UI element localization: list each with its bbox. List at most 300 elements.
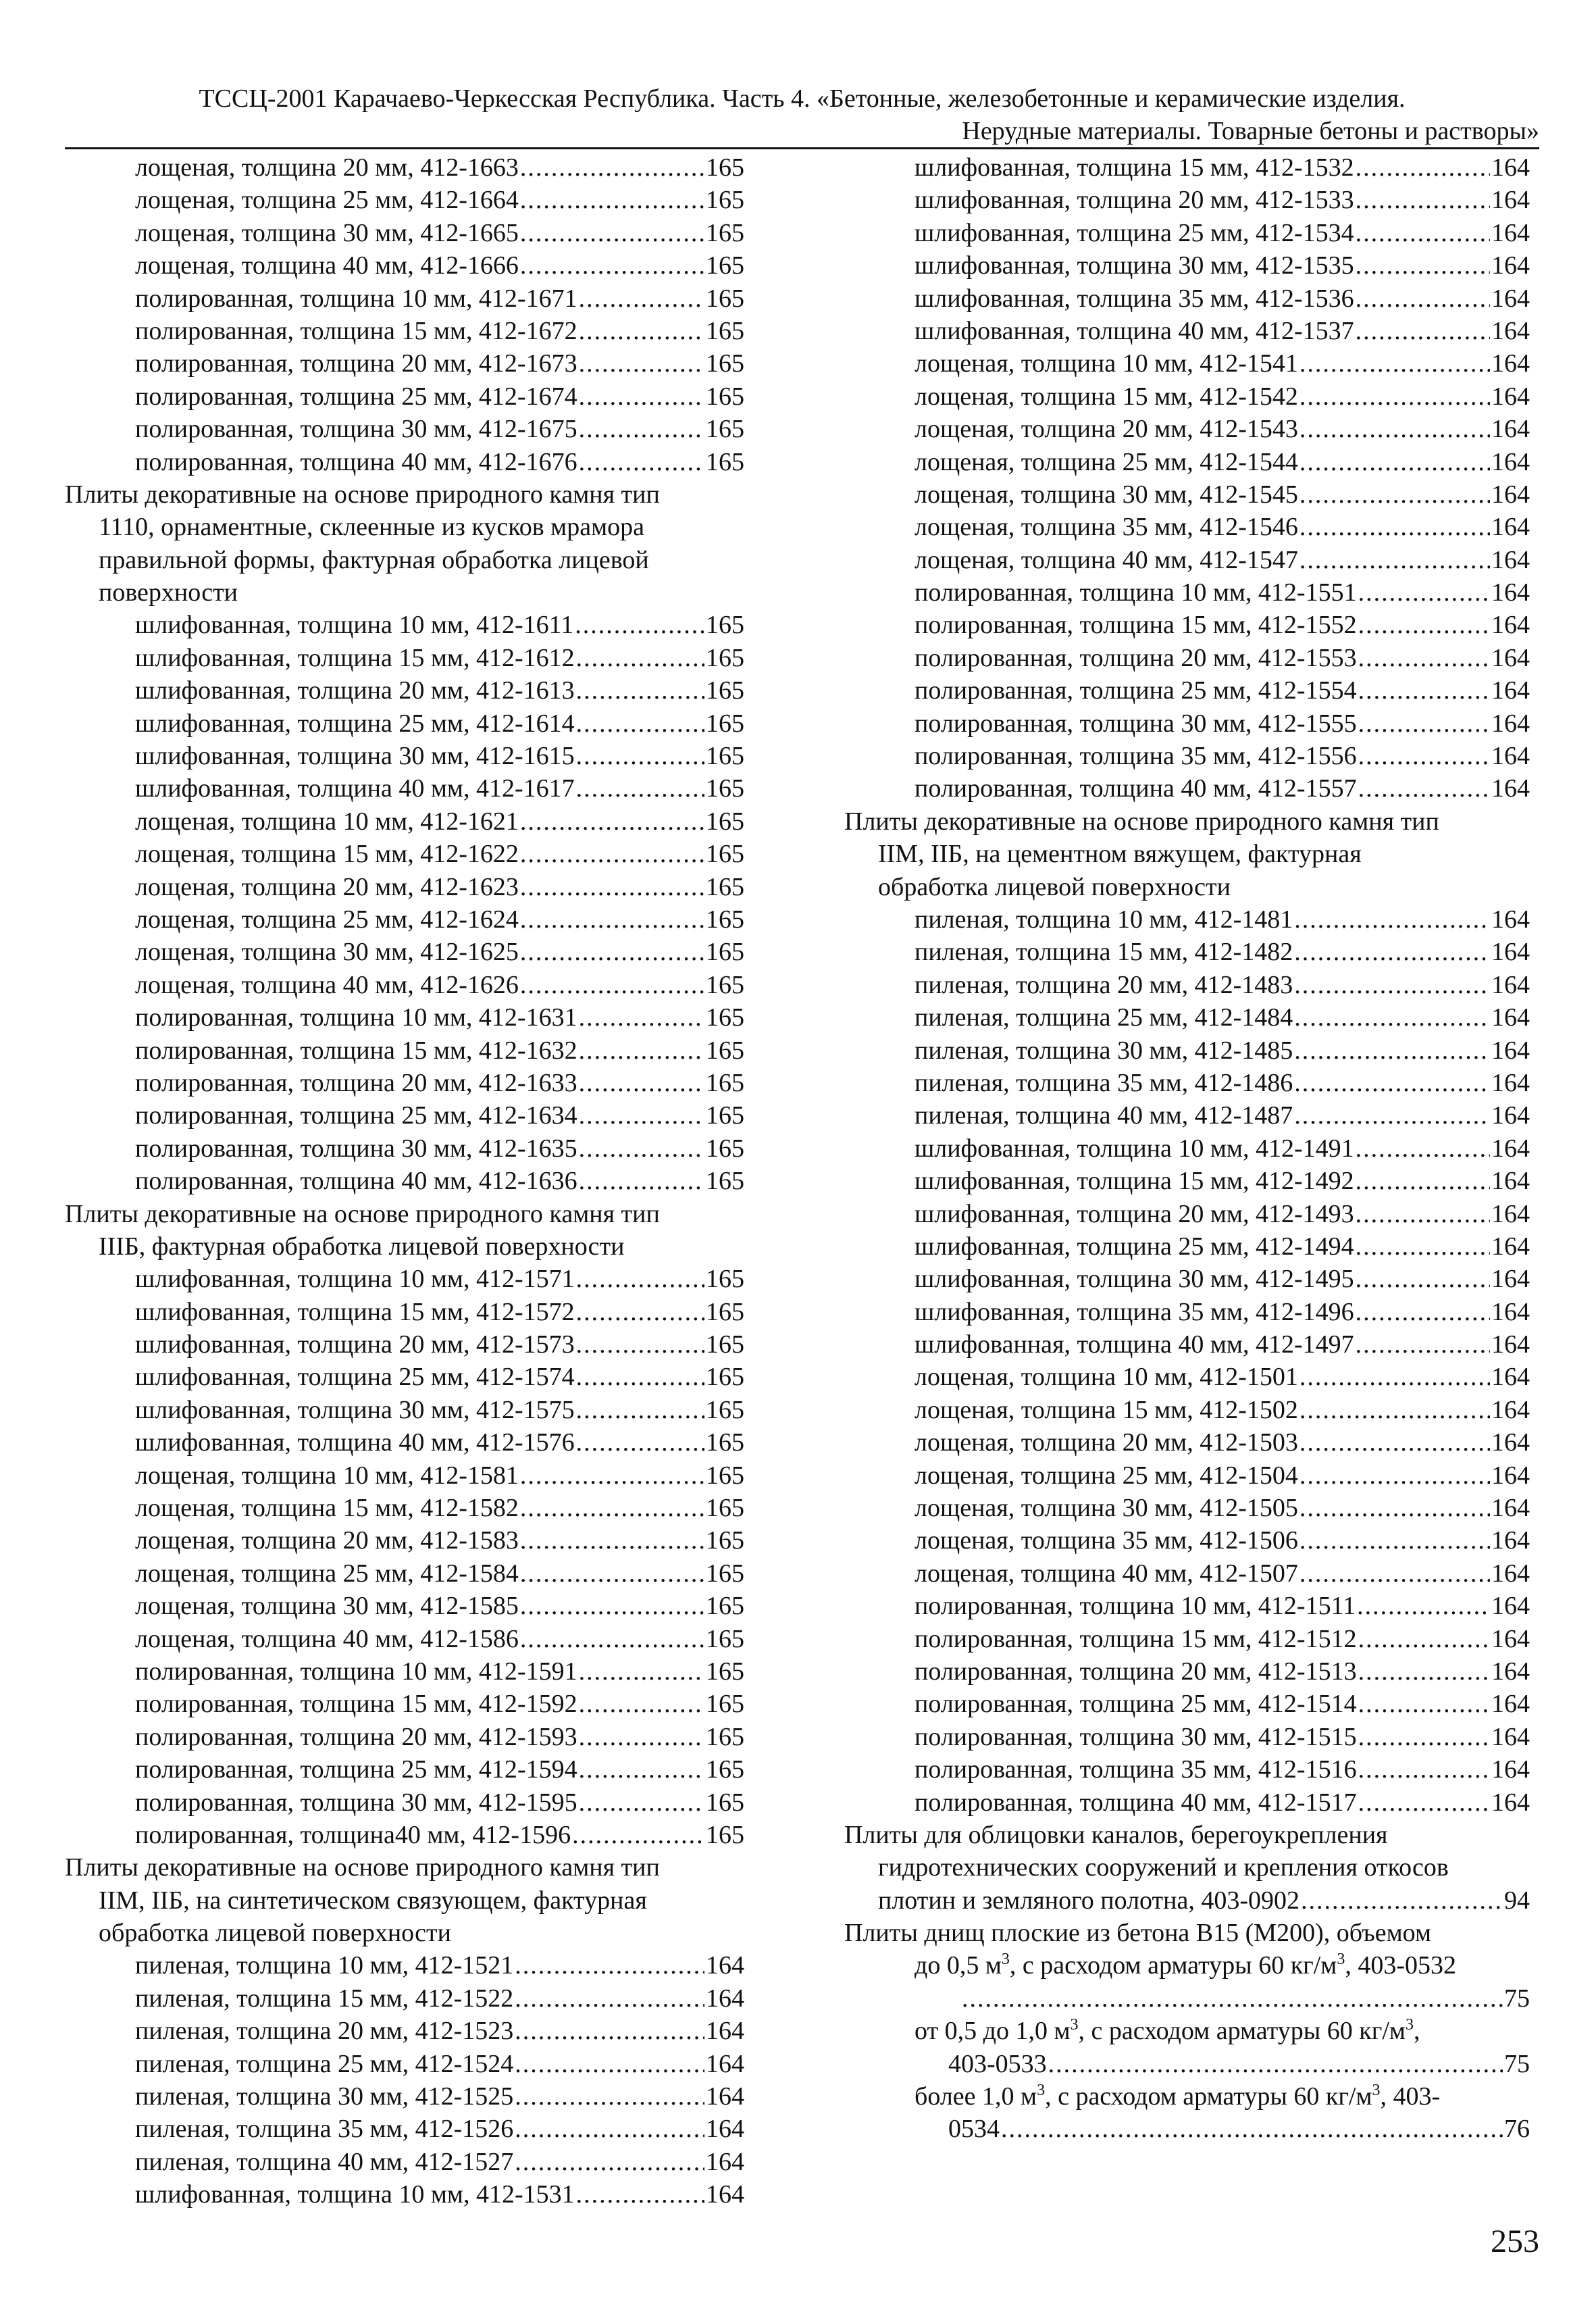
index-entry <box>65 1949 744 1982</box>
entry-text: шлифованная, толщина 10 мм, 412-1571 <box>135 1265 575 1294</box>
page-ref: 165 <box>706 1690 744 1719</box>
page-ref: 164 <box>706 1951 744 1980</box>
page-ref: 164 <box>1491 153 1530 182</box>
index-entry <box>844 1328 1530 1361</box>
leader-dots <box>515 2048 704 2080</box>
page-ref: 165 <box>706 415 744 444</box>
entry-text: пиленая, толщина 35 мм, 412-1526 <box>135 2115 514 2144</box>
page-ref: 165 <box>706 1461 744 1490</box>
group-heading-line: правильной формы, фактурная обработка лицевой <box>99 545 649 574</box>
index-entry <box>65 740 744 772</box>
page-ref: 164 <box>1491 1003 1530 1032</box>
running-header-line-2: Нерудные материалы. Товарные бетоны и растворы» <box>962 117 1539 145</box>
group-heading-left-d <box>65 1851 744 1949</box>
page-ref: 164 <box>1491 1592 1530 1621</box>
entry-text: полированная, толщина 40 мм, 412-1636 <box>135 1167 577 1196</box>
entry-text: лощеная, толщина 10 мм, 412-1501 <box>915 1363 1298 1392</box>
entry-group-right-a <box>844 151 1530 805</box>
index-entry <box>65 1557 744 1590</box>
index-entry <box>844 1721 1530 1753</box>
page-ref: 165 <box>706 742 744 771</box>
index-entry <box>844 576 1530 609</box>
index-entry <box>844 1753 1530 1786</box>
entry-text: пиленая, толщина 15 мм, 412-1482 <box>915 938 1293 967</box>
index-entry <box>844 903 1530 936</box>
page-ref: 164 <box>706 2147 744 2176</box>
leader-dots <box>515 2113 704 2145</box>
index-entry <box>65 380 744 413</box>
entry-group-left-a <box>65 151 744 478</box>
leader-dots <box>579 347 704 380</box>
entry-text: лощеная, толщина 20 мм, 412-1623 <box>135 872 519 901</box>
entry-text: шлифованная, толщина 25 мм, 412-1494 <box>915 1232 1354 1261</box>
page-number: 253 <box>1491 2223 1539 2259</box>
page-ref: 164 <box>1491 186 1530 215</box>
entry-text: шлифованная, толщина 30 мм, 412-1535 <box>915 251 1354 280</box>
index-entry <box>844 609 1530 641</box>
page-ref: 164 <box>1491 1624 1530 1653</box>
page-ref: 164 <box>1491 545 1530 574</box>
index-entry <box>844 772 1530 805</box>
entry-text: шлифованная, толщина 25 мм, 412-1614 <box>135 709 575 738</box>
entry-text: лощеная, толщина 40 мм, 412-1586 <box>135 1624 519 1653</box>
index-entry <box>65 413 744 445</box>
index-entry <box>65 1426 744 1459</box>
page-ref: 165 <box>706 1036 744 1065</box>
page-ref: 165 <box>706 1134 744 1163</box>
entry-text: лощеная, толщина 15 мм, 412-1502 <box>915 1395 1298 1424</box>
page-ref: 164 <box>1491 1134 1530 1163</box>
page-ref: 165 <box>706 1592 744 1621</box>
index-entry <box>65 1165 744 1197</box>
page-ref: 164 <box>1491 1167 1530 1196</box>
page-ref: 164 <box>1491 284 1530 313</box>
leader-dots <box>1356 249 1490 282</box>
index-entry <box>844 478 1530 511</box>
index-entry <box>65 1394 744 1426</box>
index-entry <box>844 1590 1530 1622</box>
entry-text: полированная, толщина 30 мм, 412-1555 <box>915 709 1357 738</box>
index-entry <box>844 347 1530 380</box>
index-entry <box>844 1459 1530 1492</box>
index-entry <box>844 1165 1530 1197</box>
page-ref: 165 <box>706 1788 744 1817</box>
page-ref: 165 <box>706 611 744 640</box>
entry-text: шлифованная, толщина 20 мм, 412-1573 <box>135 1330 575 1359</box>
leader-dots <box>1358 740 1490 772</box>
leader-dots <box>579 1688 704 1720</box>
leader-dots <box>1358 642 1490 674</box>
leader-dots <box>579 446 704 478</box>
leader-dots <box>1294 969 1490 1001</box>
page-ref: 164 <box>1491 415 1530 444</box>
leader-dots <box>515 1949 704 1982</box>
index-entry <box>65 838 744 870</box>
entry-text: полированная, толщина 15 мм, 412-1672 <box>135 316 577 345</box>
leader-dots <box>1358 576 1490 609</box>
leader-dots <box>579 282 704 315</box>
index-entry <box>65 2015 744 2047</box>
group-heading-right-b <box>844 805 1530 903</box>
index-entry <box>844 151 1530 184</box>
leader-dots <box>1358 772 1490 805</box>
entry-text: шлифованная, толщина 40 мм, 412-1537 <box>915 316 1354 345</box>
leader-dots <box>1358 1688 1490 1720</box>
entry-text: лощеная, толщина 25 мм, 412-1664 <box>135 186 519 215</box>
entry-text: лощеная, толщина 20 мм, 412-1503 <box>915 1428 1298 1457</box>
entry-text: полированная, толщина 40 мм, 412-1517 <box>915 1788 1357 1817</box>
entry-text: лощеная, толщина 10 мм, 412-1621 <box>135 807 519 836</box>
index-entry <box>65 1688 744 1720</box>
leader-dots <box>1299 478 1490 511</box>
entry-text: полированная, толщина 25 мм, 412-1514 <box>915 1690 1357 1719</box>
page-ref: 164 <box>1491 218 1530 247</box>
leader-dots <box>579 413 704 445</box>
leader-dots <box>520 871 704 903</box>
entry-text: лощеная, толщина 25 мм, 412-1584 <box>135 1559 519 1588</box>
leader-dots <box>1299 1394 1490 1426</box>
page-ref: 165 <box>706 807 744 836</box>
index-entry <box>65 315 744 347</box>
index-entry <box>844 1099 1530 1132</box>
page-ref: 165 <box>706 316 744 345</box>
index-entry <box>844 1492 1530 1524</box>
page-ref: 165 <box>706 1494 744 1523</box>
entry-text: лощеная, толщина 40 мм, 412-1626 <box>135 970 519 999</box>
leader-dots <box>579 1099 704 1132</box>
entry-text: полированная, толщина 30 мм, 412-1515 <box>915 1722 1357 1751</box>
leader-dots <box>579 1655 704 1688</box>
index-entry <box>844 707 1530 740</box>
page-ref: 164 <box>706 2115 744 2144</box>
entry-text: полированная, толщина 20 мм, 412-1553 <box>915 643 1357 672</box>
entry-text: лощеная, толщина 30 мм, 412-1585 <box>135 1592 519 1621</box>
index-entry <box>65 184 744 216</box>
leader-dots <box>1301 1884 1503 1917</box>
entry-text: полированная, толщина 20 мм, 412-1593 <box>135 1722 577 1751</box>
leader-dots <box>579 1132 704 1165</box>
entry-text: лощеная, толщина 15 мм, 412-1582 <box>135 1494 519 1523</box>
entry-text: шлифованная, толщина 30 мм, 412-1495 <box>915 1265 1354 1294</box>
index-entry <box>65 2080 744 2113</box>
page-ref: 164 <box>1491 1461 1530 1490</box>
index-entry <box>844 1557 1530 1590</box>
leader-dots <box>520 1590 704 1622</box>
index-entry <box>65 1361 744 1393</box>
page-ref: 164 <box>1491 382 1530 411</box>
index-entry <box>844 1394 1530 1426</box>
entry-group-left-c <box>65 1263 744 1851</box>
page-ref: 165 <box>706 1167 744 1196</box>
leader-dots <box>579 380 704 413</box>
index-entry <box>844 413 1530 445</box>
page-ref: 164 <box>1491 1428 1530 1457</box>
index-entry <box>65 674 744 707</box>
leader-dots <box>1001 2113 1503 2145</box>
index-entry <box>844 544 1530 576</box>
leader-dots <box>579 1067 704 1099</box>
page-ref: 164 <box>706 2017 744 2046</box>
index-entry <box>65 609 744 641</box>
index-entry <box>844 1524 1530 1557</box>
leader-dots <box>1294 1099 1490 1132</box>
page-ref: 165 <box>706 1003 744 1032</box>
index-entry <box>844 1198 1530 1230</box>
index-entry <box>844 282 1530 315</box>
page-ref: 165 <box>706 186 744 215</box>
entry-text: шлифованная, толщина 40 мм, 412-1497 <box>915 1330 1354 1359</box>
entry-text: лощеная, толщина 30 мм, 412-1625 <box>135 938 519 967</box>
leader-dots <box>576 1426 704 1459</box>
entry-text: шлифованная, толщина 30 мм, 412-1575 <box>135 1395 575 1424</box>
leader-dots <box>1299 1459 1490 1492</box>
entry-text: полированная, толщина 15 мм, 412-1552 <box>915 611 1357 640</box>
index-entry <box>65 347 744 380</box>
leader-dots <box>1358 1753 1490 1786</box>
page-ref: 165 <box>706 774 744 803</box>
leader-dots <box>1294 1067 1490 1099</box>
group-heading-line: поверхности <box>99 578 238 607</box>
leader-dots <box>1358 707 1490 740</box>
entry-text: полированная, толщина 40 мм, 412-1676 <box>135 447 577 476</box>
page-ref: 164 <box>1491 1657 1530 1686</box>
page-ref: 164 <box>1491 1330 1530 1359</box>
index-entry <box>844 1655 1530 1688</box>
leader-dots <box>579 1034 704 1067</box>
index-entry <box>844 642 1530 674</box>
sub-entry-text: более 1,0 $м^3$, с расходом арматуры 60 $кг/м^3$, 403- <box>915 2082 1441 2111</box>
page-ref: 164 <box>1491 1494 1530 1523</box>
index-entry <box>844 511 1530 543</box>
page-ref: 164 <box>1491 1068 1530 1097</box>
page-ref: 165 <box>706 382 744 411</box>
page-ref: 165 <box>706 905 744 934</box>
index-entry <box>65 446 744 478</box>
page-ref: 165 <box>706 1428 744 1457</box>
group-heading-left-c <box>65 1198 744 1263</box>
leader-dots <box>579 1786 704 1819</box>
page-ref: 164 <box>1491 513 1530 542</box>
entry-text: шлифованная, толщина 10 мм, 412-1531 <box>135 2180 575 2209</box>
index-entry <box>65 772 744 805</box>
leader-dots <box>576 1361 704 1393</box>
leader-dots <box>1356 1328 1490 1361</box>
page-ref: 165 <box>706 970 744 999</box>
leader-dots <box>520 903 704 936</box>
leader-dots <box>1358 1786 1490 1819</box>
leader-dots <box>576 674 704 707</box>
index-entry <box>844 2048 1530 2080</box>
entry-text: полированная, толщина 10 мм, 412-1631 <box>135 1003 577 1032</box>
leader-dots <box>1356 1198 1490 1230</box>
index-entry <box>65 903 744 936</box>
page-ref: 75 <box>1504 2049 1530 2078</box>
page-ref: 165 <box>706 447 744 476</box>
leader-dots <box>520 1557 704 1590</box>
index-entry <box>844 1296 1530 1328</box>
entry-text: 403-0533 <box>948 2049 1047 2078</box>
page-ref: 164 <box>1491 1036 1530 1065</box>
page-ref: 164 <box>1491 578 1530 607</box>
leader-dots <box>1356 1165 1490 1197</box>
leader-dots <box>1299 1426 1490 1459</box>
page-ref: 164 <box>1491 316 1530 345</box>
entry-heading-line: гидротехнических сооружений и крепления откосов <box>878 1853 1449 1882</box>
index-entry <box>844 1786 1530 1819</box>
page-ref: 165 <box>706 1624 744 1653</box>
index-entry <box>844 1034 1530 1067</box>
index-entry <box>844 446 1530 478</box>
leader-dots <box>1299 1524 1490 1557</box>
leader-dots <box>520 936 704 968</box>
entry-text: пиленая, толщина 25 мм, 412-1524 <box>135 2049 514 2078</box>
page-ref: 164 <box>1491 1559 1530 1588</box>
leader-dots <box>576 1263 704 1295</box>
page-ref: 164 <box>706 1984 744 2013</box>
index-entry <box>65 1524 744 1557</box>
index-entry <box>844 1884 1530 1917</box>
page-ref: 164 <box>1491 1363 1530 1392</box>
page-ref: 165 <box>706 709 744 738</box>
entry-text: шлифованная, толщина 15 мм, 412-1492 <box>915 1167 1354 1196</box>
leader-dots <box>579 1165 704 1197</box>
entry-canal-plates <box>844 1819 1530 1917</box>
entry-text: шлифованная, толщина 15 мм, 412-1572 <box>135 1297 575 1326</box>
index-entry <box>65 1296 744 1328</box>
page-ref: 165 <box>706 1265 744 1294</box>
group-heading-line: Плиты декоративные на основе природного камня тип <box>65 1199 660 1228</box>
page-ref: 164 <box>1491 1788 1530 1817</box>
leader-dots <box>1294 903 1490 936</box>
group-heading-line: Плиты декоративные на основе природного камня тип <box>65 480 660 509</box>
index-entry <box>65 936 744 968</box>
index-entry <box>65 2113 744 2145</box>
page-ref: 165 <box>706 1068 744 1097</box>
index-entry <box>65 249 744 282</box>
leader-dots <box>572 1819 704 1851</box>
leader-dots <box>576 2178 704 2211</box>
entry-text: шлифованная, толщина 20 мм, 412-1493 <box>915 1199 1354 1228</box>
entry-text: лощеная, толщина 30 мм, 412-1545 <box>915 480 1298 509</box>
entry-text: полированная, толщина 35 мм, 412-1556 <box>915 742 1357 771</box>
entry-text: пиленая, толщина 10 мм, 412-1481 <box>915 905 1293 934</box>
group-heading-line: IIIБ, фактурная обработка лицевой поверхности <box>99 1232 625 1261</box>
leader-dots <box>1358 1655 1490 1688</box>
page-ref: 164 <box>1491 709 1530 738</box>
page-ref: 164 <box>1491 1297 1530 1326</box>
index-entry <box>844 1001 1530 1034</box>
leader-dots <box>1299 347 1490 380</box>
leader-dots <box>520 1459 704 1492</box>
entry-text: лощеная, толщина 15 мм, 412-1542 <box>915 382 1298 411</box>
entry-text: шлифованная, толщина 20 мм, 412-1613 <box>135 676 575 705</box>
page-ref: 164 <box>1491 1526 1530 1555</box>
index-entry <box>65 1067 744 1099</box>
entry-text: пиленая, толщина 20 мм, 412-1483 <box>915 970 1293 999</box>
leader-dots <box>579 1721 704 1753</box>
entry-text: полированная, толщина 10 мм, 412-1671 <box>135 284 577 313</box>
index-entry <box>65 282 744 315</box>
index-entry <box>65 1132 744 1165</box>
page-ref: 164 <box>1491 742 1530 771</box>
leader-dots <box>520 838 704 870</box>
leader-dots <box>1299 446 1490 478</box>
index-entry <box>65 151 744 184</box>
entry-text: полированная, толщина 30 мм, 412-1675 <box>135 415 577 444</box>
index-entry <box>65 2048 744 2080</box>
index-entry <box>844 674 1530 707</box>
page-ref: 165 <box>706 872 744 901</box>
leader-dots <box>1357 1590 1490 1622</box>
page-ref: 94 <box>1504 1886 1530 1915</box>
leader-dots <box>520 1492 704 1524</box>
index-entry <box>844 1982 1530 2015</box>
index-entry <box>844 1230 1530 1263</box>
entry-text: лощеная, толщина 40 мм, 412-1666 <box>135 251 519 280</box>
entry-text: 0534 <box>948 2115 1000 2144</box>
index-entry <box>65 2146 744 2178</box>
leader-dots <box>576 1296 704 1328</box>
entry-text: пиленая, толщина 40 мм, 412-1487 <box>915 1101 1293 1130</box>
entry-text: полированная, толщина 25 мм, 412-1594 <box>135 1755 577 1784</box>
index-entry <box>65 1590 744 1622</box>
index-entry <box>844 217 1530 249</box>
page-ref: 164 <box>1491 1232 1530 1261</box>
leader-dots <box>576 642 704 674</box>
entry-text: шлифованная, толщина 35 мм, 412-1536 <box>915 284 1354 313</box>
page-ref: 164 <box>1491 1755 1530 1784</box>
entry-text: лощеная, толщина 10 мм, 412-1541 <box>915 349 1298 378</box>
entry-heading-line: Плиты днищ плоские из бетона В15 (М200), объемом <box>844 1919 1431 1948</box>
page-ref: 164 <box>1491 611 1530 640</box>
leader-dots <box>576 1394 704 1426</box>
page-ref: 164 <box>1491 1395 1530 1424</box>
leader-dots <box>1356 1296 1490 1328</box>
page-ref: 76 <box>1504 2115 1530 2144</box>
index-entry <box>844 1263 1530 1295</box>
entry-text: лощеная, толщина 15 мм, 412-1622 <box>135 840 519 869</box>
entry-text: лощеная, толщина 20 мм, 412-1583 <box>135 1526 519 1555</box>
page-ref: 164 <box>706 2082 744 2111</box>
entry-text: шлифованная, толщина 40 мм, 412-1576 <box>135 1428 575 1457</box>
index-entry <box>844 1067 1530 1099</box>
leader-dots <box>575 609 704 641</box>
leader-dots <box>515 2080 704 2113</box>
page-ref: 165 <box>706 938 744 967</box>
leader-dots <box>520 249 704 282</box>
entry-text: шлифованная, толщина 10 мм, 412-1491 <box>915 1134 1354 1163</box>
index-entry <box>65 642 744 674</box>
index-entry <box>65 1655 744 1688</box>
page-ref: 165 <box>706 1657 744 1686</box>
leader-dots <box>1358 1623 1490 1655</box>
leader-dots <box>515 1982 704 2015</box>
page-ref: 165 <box>706 643 744 672</box>
index-column-right <box>844 151 1530 2146</box>
leader-dots <box>520 1524 704 1557</box>
entry-text: пиленая, толщина 15 мм, 412-1522 <box>135 1984 514 2013</box>
page-ref: 165 <box>706 218 744 247</box>
index-entry <box>844 1623 1530 1655</box>
entry-text: полированная, толщина 10 мм, 412-1511 <box>915 1592 1356 1621</box>
entry-text: шлифованная, толщина 15 мм, 412-1532 <box>915 153 1354 182</box>
entry-text: лощеная, толщина 25 мм, 412-1544 <box>915 447 1298 476</box>
entry-text: шлифованная, толщина 25 мм, 412-1534 <box>915 218 1354 247</box>
entry-text: полированная, толщина 20 мм, 412-1513 <box>915 1657 1357 1686</box>
header-rule <box>65 147 1539 149</box>
page-ref: 164 <box>1491 905 1530 934</box>
entry-text: полированная, толщина 15 мм, 412-1632 <box>135 1036 577 1065</box>
